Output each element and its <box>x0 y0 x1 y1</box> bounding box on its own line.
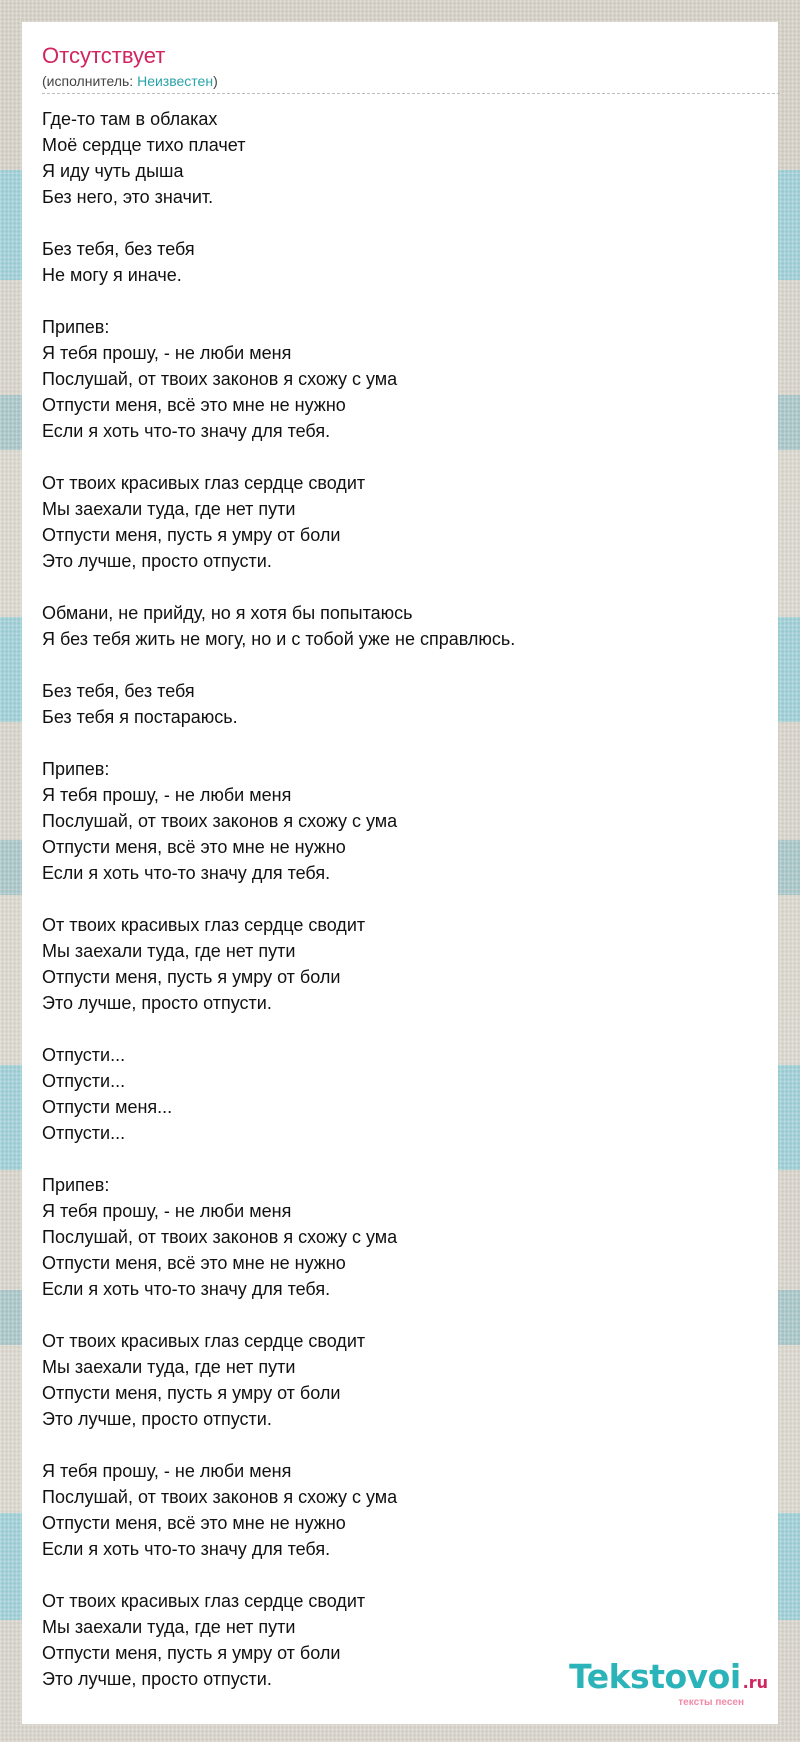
performer-prefix: (исполнитель: <box>42 73 138 89</box>
song-title: Отсутствует <box>42 43 166 68</box>
logo-wordmark <box>569 1659 768 1701</box>
logo-tagline: тексты песен <box>678 1697 744 1708</box>
lyrics-text: Где-то там в облаках Моё сердце тихо плачет Я иду чуть дыша Без него, это значит. Без тебя, без тебя Не могу я иначе. Припев: Я тебя прошу, - не люби меня Послушай, от твоих законов я схожу с ума Отпусти меня, всё это мне не нужно Если я хоть что-то значу для тебя. От твоих красивых глаз сердце сводит Мы заехали туда, где нет пути Отпусти меня, пусть я умру от боли Это лучше, просто отпусти. Обмани, не прийду, но я хотя бы попытаюсь Я без тебя жить не могу, но и с тобой уже не справлюсь. Без тебя, без тебя Без тебя я постараюсь. Припев: Я тебя прошу, - не люби меня Послушай, от твоих законов я схожу с ума Отпусти меня, всё это мне не нужно Если я хоть что-то значу для тебя. От твоих красивых глаз сердце сводит Мы заехали туда, где нет пути Отпусти меня, пусть я умру от боли Это лучше, просто отпусти. Отпусти... Отпусти... Отпусти меня... Отпусти... Припев: Я тебя прошу, - не люби меня Послушай, от твоих законов я схожу с ума Отпусти меня, всё это мне не нужно Если я хоть что-то значу для тебя. От твоих красивых глаз сердце сводит Мы заехали туда, где нет пути Отпусти меня, пусть я умру от боли Это лучше, просто отпусти. Я тебя прошу, - не люби меня Послушай, от твоих законов я схожу с ума Отпусти меня, всё это мне не нужно Если я хоть что-то значу для тебя. От твоих красивых глаз сердце сводит Мы заехали туда, где нет пути Отпусти меня, пусть я умру от боли Это лучше, просто отпусти. <box>42 109 516 1689</box>
site-logo[interactable] <box>569 1659 768 1709</box>
dashed-divider <box>42 93 780 94</box>
performer-suffix: ) <box>213 73 218 89</box>
lyrics-card <box>22 22 778 1724</box>
logo-tld: .ru <box>742 1673 768 1692</box>
logo-name: Tekstovoi <box>569 1657 741 1696</box>
performer-line <box>42 72 218 90</box>
performer-link[interactable]: Неизвестен <box>137 73 214 89</box>
